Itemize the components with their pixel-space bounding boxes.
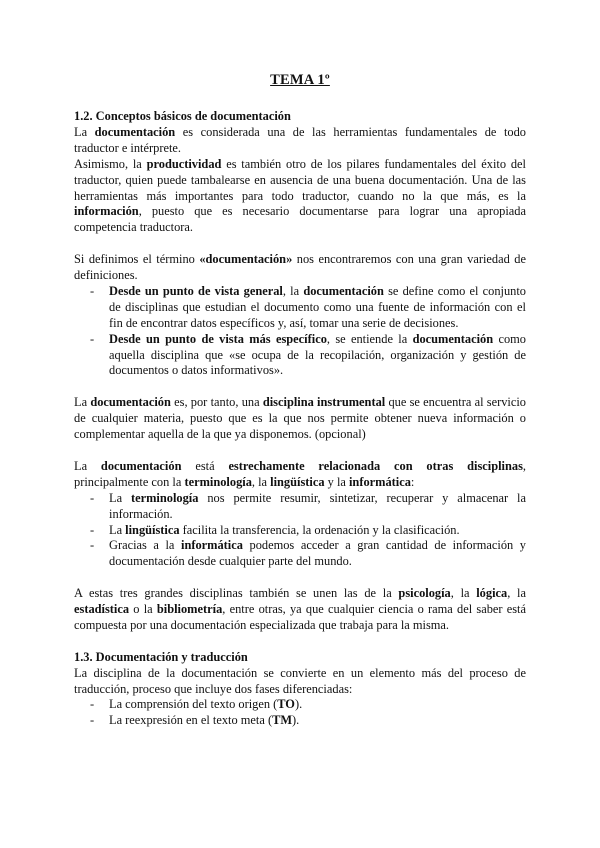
paragraph-grandes-disciplinas: A estas tres grandes disciplinas también se unen las de la psicología, la lógica, la estadística o la bibliometría, entre otras, ya que cualquier ciencia o rama del saber está compuesta por una documentación especializada que trabaja para la misma. bbox=[74, 586, 526, 632]
definitions-list bbox=[74, 284, 526, 379]
list-item: - La terminología nos permite resumir, sintetizar, recuperar y almacenar la información. bbox=[74, 491, 526, 523]
section-heading-1-2: 1.2. Conceptos básicos de documentación bbox=[74, 109, 291, 123]
list-item: - Gracias a la informática podemos acceder a gran cantidad de información y documentación desde cualquier parte del mundo. bbox=[74, 538, 526, 570]
paragraph-productividad: Asimismo, la productividad es también otro de los pilares fundamentales del éxito del traductor, quien puede tambalearse en ausencia de una buena documentación. Una de las herramientas más importantes para todo traductor, cuando no la que más, es la información, puesto que es necesario documentarse para lograr una apropiada competencia traductora. bbox=[74, 156, 526, 235]
phases-list bbox=[74, 697, 526, 729]
list-item: - Desde un punto de vista general, la documentación se define como el conjunto de disciplinas que estudian el documento como una fuente de información con el fin de encontrar datos específicos y, así, tomar una serie de decisiones. bbox=[74, 284, 526, 332]
paragraph-documentacion-definition: La documentación es considerada una de las herramientas fundamentales de todo traductor e intérprete. bbox=[74, 124, 527, 155]
paragraph-proceso-traduccion: La disciplina de la documentación se convierte en un elemento más del proceso de traducción, proceso que incluye dos fases diferenciadas: bbox=[74, 665, 526, 696]
page-title: TEMA 1º bbox=[270, 72, 330, 88]
list-item: - La reexpresión en el texto meta (TM). bbox=[74, 713, 526, 729]
paragraph-definiciones: Si definimos el término «documentación» nos encontraremos con una gran variedad de definiciones. bbox=[74, 252, 527, 283]
paragraph-disciplina-instrumental: La documentación es, por tanto, una disciplina instrumental que se encuentra al servicio de cualquier materia, puesto que es la que nos permite obtener nueva información o complementar aquella de la que ya disponemos. (opcional) bbox=[74, 395, 527, 442]
disciplines-list bbox=[74, 491, 526, 571]
list-item: - La comprensión del texto origen (TO). bbox=[74, 697, 526, 713]
list-item: - Desde un punto de vista más específico, se entiende la documentación como aquella disciplina que «se ocupa de la recopilación, organización y gestión de documentos o datos informativos». bbox=[74, 332, 526, 380]
document-body bbox=[74, 109, 526, 729]
list-item: - La lingüística facilita la transferencia, la ordenación y la clasificación. bbox=[74, 523, 526, 539]
paragraph-otras-disciplinas: La documentación está estrechamente relacionada con otras disciplinas, principalmente con la terminología, la lingüística y la informática: bbox=[74, 458, 527, 489]
section-heading-1-3: 1.3. Documentación y traducción bbox=[74, 649, 248, 664]
